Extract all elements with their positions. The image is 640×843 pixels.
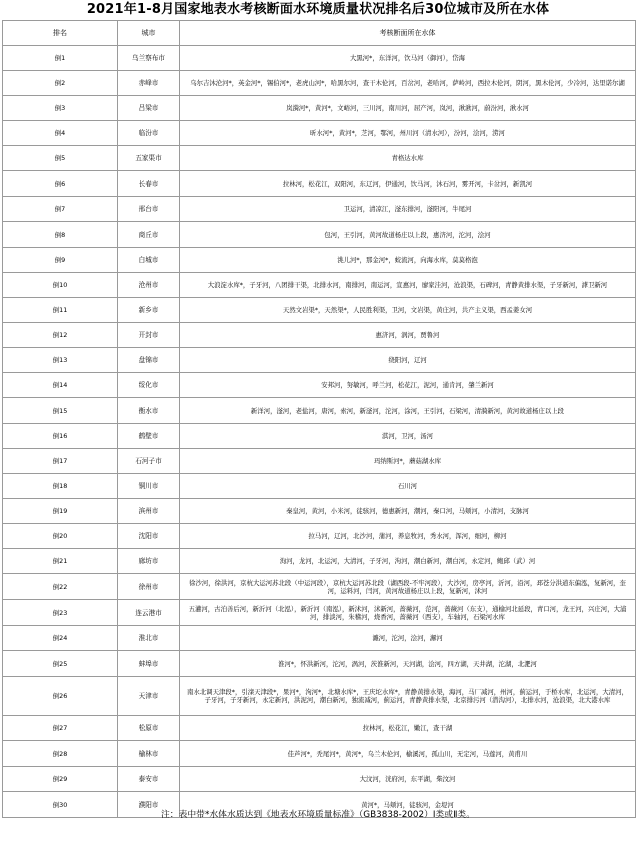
header-water: 考核断面所在水体: [180, 21, 636, 46]
table-row: [3, 248, 636, 273]
water-cell: 淇河，卫河，汤河: [180, 424, 636, 449]
water-cell: 惠济河，涡河，贾鲁河: [180, 323, 636, 348]
city-cell: 五家渠市: [118, 146, 180, 171]
table-row: [3, 171, 636, 197]
water-cell: 拉林河，松花江，嫩江，查干湖: [180, 716, 636, 741]
rank-cell: 倒14: [3, 373, 118, 398]
table-row: [3, 574, 636, 600]
rank-cell: 倒22: [3, 574, 118, 600]
rank-cell: 倒25: [3, 651, 118, 677]
water-cell: 徐沙河，徐洪河，京杭大运河苏北段（中运河段），京杭大运河苏北段（湖西段-不牢河段），大沙河，房亭河，沂河，沿河，邳苍分洪道东偏泓，复新河，奎河，运料河，闫河，黄河故道杨庄以上段，复新河，沭河: [180, 574, 636, 600]
water-cell: 大黑河*，东洋河，饮马河（御河），岱海: [180, 46, 636, 71]
ranking-table-body: [3, 21, 636, 818]
table-row: [3, 767, 636, 792]
city-cell: 绥化市: [118, 373, 180, 398]
city-cell: 赤峰市: [118, 71, 180, 96]
water-cell: 濉河，沱河，浍河，澥河: [180, 626, 636, 651]
table-row: [3, 222, 636, 248]
table-header-row: [3, 21, 636, 46]
water-cell: 石川河: [180, 474, 636, 499]
water-cell: 洵河，龙河，北运河，大清河，子牙河，泃河，潮白新河，潮白河，永定河，鲍邱（武）河: [180, 549, 636, 574]
rank-cell: 倒20: [3, 524, 118, 549]
rank-cell: 倒15: [3, 398, 118, 424]
rank-cell: 倒11: [3, 298, 118, 323]
water-cell: 昕水河*，黄河*，芝河，鄂河，州川河（清水河），汾河，浍河，涝河: [180, 121, 636, 146]
table-row: [3, 46, 636, 71]
rank-cell: 倒30: [3, 792, 118, 818]
ranking-table: [2, 20, 636, 818]
city-cell: 淮北市: [118, 626, 180, 651]
header-rank: 排名: [3, 21, 118, 46]
table-row: [3, 549, 636, 574]
rank-cell: 倒29: [3, 767, 118, 792]
city-cell: 廊坊市: [118, 549, 180, 574]
table-row: [3, 197, 636, 222]
city-cell: 白城市: [118, 248, 180, 273]
city-cell: 铜川市: [118, 474, 180, 499]
table-row: [3, 741, 636, 767]
table-row: [3, 499, 636, 524]
city-cell: 松原市: [118, 716, 180, 741]
rank-cell: 倒5: [3, 146, 118, 171]
table-row: [3, 716, 636, 741]
rank-cell: 倒2: [3, 71, 118, 96]
rank-cell: 倒27: [3, 716, 118, 741]
city-cell: 连云港市: [118, 600, 180, 626]
water-cell: 新洋河，滏河，老盐河，唐河，索河，新滏河，沱河，涂河，王引河，石梁河，清漪新河，黄河故道杨庄以上段: [180, 398, 636, 424]
water-cell: 五灌河，古泊善后河，新沂河（北泓），新沂河（南泓），新沭河，沭新河，蔷薇河，范河，蔷薇河（东支），通榆河北延段，青口河，龙王河，兴庄河，大浦河，排淡河，朱稽河，烧香河，蔷薇河（西支），车轴河，石梁河水库: [180, 600, 636, 626]
city-cell: 新乡市: [118, 298, 180, 323]
rank-cell: 倒10: [3, 273, 118, 298]
rank-cell: 倒17: [3, 449, 118, 474]
table-row: [3, 121, 636, 146]
water-cell: 洮儿河*，那金河*，蛟流河，向海水库，莫莫格泡: [180, 248, 636, 273]
table-row: [3, 398, 636, 424]
city-cell: 泰安市: [118, 767, 180, 792]
water-cell: 南水北调天津段*，引滦天津段*，果河*，泃河*，北塘水库*，王庆坨水库*，青静黄排水渠，海河，马厂减河，州河，蓟运河，于桥水库，北运河，大清河，子牙河，子牙新河，永定新河，洪泥河，潮白新河，独流减河，蓟运河，青静黄排水渠，北京排污河（潜沟河），北排水河，沧浪渠，北大港水库: [180, 677, 636, 716]
water-cell: 大汶河，洸府河，东平湖，柴汶河: [180, 767, 636, 792]
water-cell: 岚漪河*，黄河*，文峪河，三川河，南川河，屈产河，岚河，湫湫河，蔚汾河，湫水河: [180, 96, 636, 121]
city-cell: 天津市: [118, 677, 180, 716]
rank-cell: 倒6: [3, 171, 118, 197]
table-row: [3, 600, 636, 626]
water-cell: 拉林河，松花江，双阳河，东辽河，伊通河，饮马河，沐石河，雾开河，卡岔河，新凯河: [180, 171, 636, 197]
city-cell: 乌兰察布市: [118, 46, 180, 71]
table-row: [3, 449, 636, 474]
table-row: [3, 677, 636, 716]
header-city: 城市: [118, 21, 180, 46]
city-cell: 临汾市: [118, 121, 180, 146]
table-row: [3, 651, 636, 677]
rank-cell: 倒1: [3, 46, 118, 71]
water-cell: 安邦河，努敏河，呼兰河，松花江，泥河，通肯河，肇兰新河: [180, 373, 636, 398]
water-cell: 乌尔吉沐沦河*，英金河*，锡伯河*，老虎山河*，哈黑尔河，查干木伦河，百岔河，老哈河，萨岭河，西拉木伦河，阴河，黑木伦河，少冷河，达里诺尔湖: [180, 71, 636, 96]
city-cell: 吕梁市: [118, 96, 180, 121]
table-row: [3, 348, 636, 373]
city-cell: 石河子市: [118, 449, 180, 474]
city-cell: 商丘市: [118, 222, 180, 248]
city-cell: 开封市: [118, 323, 180, 348]
water-cell: 淮河*，怀洪新河，沱河，涡河，茨淮新河，天河湖，浍河，四方湖，天井湖，沱湖，北淝河: [180, 651, 636, 677]
table-row: [3, 524, 636, 549]
rank-cell: 倒16: [3, 424, 118, 449]
rank-cell: 倒9: [3, 248, 118, 273]
city-cell: 长春市: [118, 171, 180, 197]
city-cell: 沧州市: [118, 273, 180, 298]
water-cell: 卫运河，清凉江，滏东排河，滏阳河，牛尾河: [180, 197, 636, 222]
table-row: [3, 373, 636, 398]
water-cell: 玛纳斯河*，蘑菇湖水库: [180, 449, 636, 474]
city-cell: 沈阳市: [118, 524, 180, 549]
city-cell: 徐州市: [118, 574, 180, 600]
water-cell: 佳芦河*，秃尾河*，黄河*，乌兰木伦河，榆溪河，孤山川，无定河，马莲河，黄甫川: [180, 741, 636, 767]
rank-cell: 倒28: [3, 741, 118, 767]
water-cell: 拉马河，辽河，北沙河，蒲河，养息牧河，秀水河，浑河，细河，柳河: [180, 524, 636, 549]
water-cell: 黄河*，马颊河，徒骇河，金堤河: [180, 792, 636, 818]
rank-cell: 倒7: [3, 197, 118, 222]
city-cell: 滨州市: [118, 499, 180, 524]
city-cell: 濮阳市: [118, 792, 180, 818]
table-row: [3, 146, 636, 171]
rank-cell: 倒24: [3, 626, 118, 651]
city-cell: 邢台市: [118, 197, 180, 222]
rank-cell: 倒23: [3, 600, 118, 626]
city-cell: 盘锦市: [118, 348, 180, 373]
rank-cell: 倒4: [3, 121, 118, 146]
table-row: [3, 298, 636, 323]
city-cell: 蚌埠市: [118, 651, 180, 677]
city-cell: 榆林市: [118, 741, 180, 767]
rank-cell: 倒13: [3, 348, 118, 373]
rank-cell: 倒8: [3, 222, 118, 248]
rank-cell: 倒18: [3, 474, 118, 499]
city-cell: 鹤壁市: [118, 424, 180, 449]
rank-cell: 倒19: [3, 499, 118, 524]
city-cell: 衡水市: [118, 398, 180, 424]
rank-cell: 倒26: [3, 677, 118, 716]
document-title: 2021年1-8月国家地表水考核断面水环境质量状况排名后30位城市及所在水体: [86, 2, 550, 17]
table-row: [3, 474, 636, 499]
table-row: [3, 71, 636, 96]
water-cell: 大浪淀水库*，子牙河，八团排干渠，北排水河，南排河，南运河，宣惠河，廖家洼河，沧浪渠，石碑河，青静黄排水渠，子牙新河，滹卫新河: [180, 273, 636, 298]
rank-cell: 倒3: [3, 96, 118, 121]
rank-cell: 倒21: [3, 549, 118, 574]
table-row: [3, 96, 636, 121]
water-cell: 青格达水库: [180, 146, 636, 171]
rank-cell: 倒12: [3, 323, 118, 348]
water-cell: 秦皇河，黄河，小米河，徒骇河，德惠新河，潮河，秦口河，马颊河，小清河，支脉河: [180, 499, 636, 524]
water-cell: 天然文岩渠*，天然渠*，人民胜利渠，卫河，文岩渠，黄庄河，共产主义渠，西孟姜女河: [180, 298, 636, 323]
table-row: [3, 273, 636, 298]
water-cell: 包河，王引河，黄河故道杨庄以上段，惠济河，沱河，浍河: [180, 222, 636, 248]
water-cell: 绕阳河，辽河: [180, 348, 636, 373]
table-row: [3, 626, 636, 651]
footnote: 注：表中带*水体水质达到《地表水环境质量标准》（GB3838-2002）Ⅰ类或Ⅱ类。: [160, 810, 476, 820]
table-row: [3, 424, 636, 449]
table-row: [3, 323, 636, 348]
